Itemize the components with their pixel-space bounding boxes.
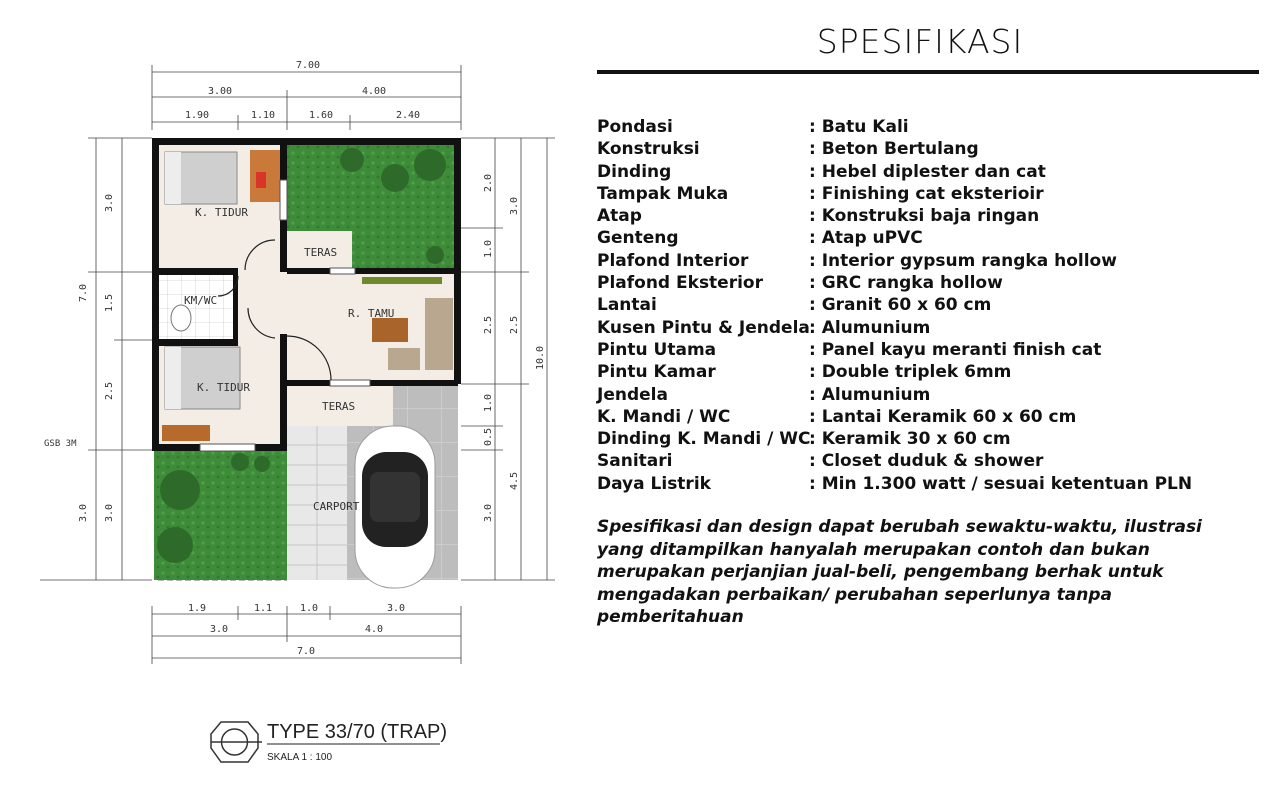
spec-label: Pondasi bbox=[597, 117, 673, 137]
spec-value: : Alumunium bbox=[809, 317, 931, 338]
spec-value: : Keramik 30 x 60 cm bbox=[809, 429, 1011, 450]
tv-cabinet-icon bbox=[362, 277, 442, 284]
spec-value: : Double triplek 6mm bbox=[809, 362, 1012, 383]
spec-value: : Min 1.300 watt / sesuai ketentuan PLN bbox=[809, 473, 1193, 494]
spec-title: SPESIFIKASI bbox=[816, 22, 1024, 61]
dim-bottom-f: 4.0 bbox=[365, 624, 384, 635]
plan-scale: SKALA 1 : 100 bbox=[267, 752, 333, 763]
cabinet-icon bbox=[162, 425, 210, 441]
room-label-k-tidur-1: K. TIDUR bbox=[195, 206, 248, 219]
dim-top-e: 1.60 bbox=[309, 110, 334, 121]
room-label-carport: CARPORT bbox=[313, 500, 360, 513]
spec-row bbox=[597, 205, 1192, 227]
spec-label: Konstruksi bbox=[597, 139, 700, 160]
dim-bottom-e: 3.0 bbox=[210, 624, 229, 635]
spec-label: Pintu Kamar bbox=[597, 362, 716, 383]
spec-row bbox=[597, 317, 1192, 339]
dim-right-b: 1.0 bbox=[483, 239, 494, 258]
spec-label: Lantai bbox=[597, 295, 657, 316]
spec-row bbox=[597, 428, 1192, 450]
dim-top-d: 1.10 bbox=[251, 110, 276, 121]
floor-plan bbox=[0, 0, 590, 800]
table-icon bbox=[372, 318, 408, 342]
spec-row bbox=[597, 473, 1192, 495]
room-label-teras-1: TERAS bbox=[304, 246, 338, 259]
spec-row bbox=[597, 250, 1192, 272]
spec-value: : Granit 60 x 60 cm bbox=[809, 295, 992, 316]
gsb-label: GSB 3M bbox=[44, 439, 77, 449]
car-icon bbox=[355, 426, 435, 588]
dim-top-total: 7.00 bbox=[296, 60, 321, 71]
dim-right-f: 4.5 bbox=[509, 471, 520, 490]
room-label-kmwc: KM/WC bbox=[184, 294, 218, 307]
dim-left-b: 1.5 bbox=[104, 293, 115, 312]
spec-label: Dinding K. Mandi / WC bbox=[597, 429, 811, 450]
dim-right-c: 2.5 bbox=[483, 315, 494, 334]
spec-value: : Panel kayu meranti finish cat bbox=[809, 339, 1102, 360]
spec-row bbox=[597, 450, 1192, 472]
dim-top-b: 4.00 bbox=[362, 86, 387, 97]
spec-label: Genteng bbox=[597, 228, 679, 249]
bathroom-floor bbox=[158, 275, 234, 339]
spec-row bbox=[597, 272, 1192, 294]
spec-value: : Hebel diplester dan cat bbox=[809, 161, 1046, 182]
spec-label: Pintu Utama bbox=[597, 339, 717, 360]
spec-label: K. Mandi / WC bbox=[597, 406, 731, 427]
dim-right-e: 0.5 bbox=[483, 427, 494, 446]
spec-divider bbox=[597, 70, 1259, 74]
dim-left-d: 3.0 bbox=[104, 503, 115, 522]
spec-row bbox=[597, 406, 1192, 428]
room-label-k-tidur-2: K. TIDUR bbox=[197, 381, 250, 394]
dim-right-total: 10.0 bbox=[535, 345, 546, 370]
room-label-r-tamu: R. TAMU bbox=[348, 307, 395, 320]
dim-right-i: 3.0 bbox=[509, 196, 520, 215]
sofa-icon bbox=[425, 298, 453, 370]
spec-label: Tampak Muka bbox=[597, 183, 729, 204]
spec-row bbox=[597, 116, 1192, 138]
spec-disclaimer: Spesifikasi dan design dapat berubah sewaktu-waktu, ilustrasi yang ditampilkan hanyalah merupakan contoh dan bukan merupakan perjanjian jual-beli, pengembang berhak untuk mengadakan perbaikan/ perubahan seperlunya tanpa pemberitahuan bbox=[597, 517, 1202, 627]
dim-bottom-d: 3.0 bbox=[387, 603, 406, 614]
dim-bottom-c: 1.0 bbox=[300, 603, 319, 614]
dim-bottom-total: 7.0 bbox=[297, 646, 316, 657]
spec-label: Plafond Interior bbox=[597, 250, 749, 271]
spec-value: : Konstruksi baja ringan bbox=[809, 206, 1040, 227]
dim-right-a: 2.0 bbox=[483, 173, 494, 192]
dim-left-c: 2.5 bbox=[104, 381, 115, 400]
spec-label: Daya Listrik bbox=[597, 473, 711, 494]
spec-value: : Lantai Keramik 60 x 60 cm bbox=[809, 406, 1077, 427]
spec-value: : Alumunium bbox=[809, 384, 931, 405]
spec-value: : Batu Kali bbox=[809, 117, 909, 137]
spec-row bbox=[597, 294, 1192, 316]
plan-type-title: TYPE 33/70 (TRAP) bbox=[267, 721, 448, 743]
spec-row bbox=[597, 227, 1192, 249]
spec-row bbox=[597, 339, 1192, 361]
spec-row bbox=[597, 138, 1192, 160]
spec-row bbox=[597, 361, 1192, 383]
dim-right-g: 3.0 bbox=[483, 503, 494, 522]
spec-value: : Atap uPVC bbox=[809, 228, 923, 249]
spec-value: : Finishing cat eksterioir bbox=[809, 183, 1044, 204]
dim-left-total-b: 3.0 bbox=[78, 503, 89, 522]
dim-left-a: 3.0 bbox=[104, 193, 115, 212]
room-label-teras-2: TERAS bbox=[322, 400, 356, 413]
spec-value: : Beton Bertulang bbox=[809, 139, 979, 160]
spec-value: : Interior gypsum rangka hollow bbox=[809, 250, 1117, 271]
spec-label: Atap bbox=[597, 206, 642, 227]
spec-label: Kusen Pintu & Jendela bbox=[597, 317, 810, 338]
spec-row bbox=[597, 384, 1192, 406]
dim-left-total-a: 7.0 bbox=[78, 283, 89, 302]
dim-top-c: 1.90 bbox=[185, 110, 210, 121]
dim-bottom-b: 1.1 bbox=[254, 603, 273, 614]
toilet-icon bbox=[171, 305, 191, 331]
spec-value: : Closet duduk & shower bbox=[809, 451, 1044, 472]
spec-table bbox=[597, 116, 1192, 495]
spec-label: Jendela bbox=[597, 384, 668, 405]
spec-value: : GRC rangka hollow bbox=[809, 273, 1003, 294]
dim-right-h: 2.5 bbox=[509, 315, 520, 334]
dim-top-f: 2.40 bbox=[396, 110, 421, 121]
dim-bottom-a: 1.9 bbox=[188, 603, 207, 614]
spec-label: Dinding bbox=[597, 161, 672, 182]
dim-top-a: 3.00 bbox=[208, 86, 233, 97]
spec-row bbox=[597, 161, 1192, 183]
spec-label: Sanitari bbox=[597, 451, 673, 472]
dim-right-d: 1.0 bbox=[483, 393, 494, 412]
spec-label: Plafond Eksterior bbox=[597, 273, 763, 294]
spec-row bbox=[597, 183, 1192, 205]
